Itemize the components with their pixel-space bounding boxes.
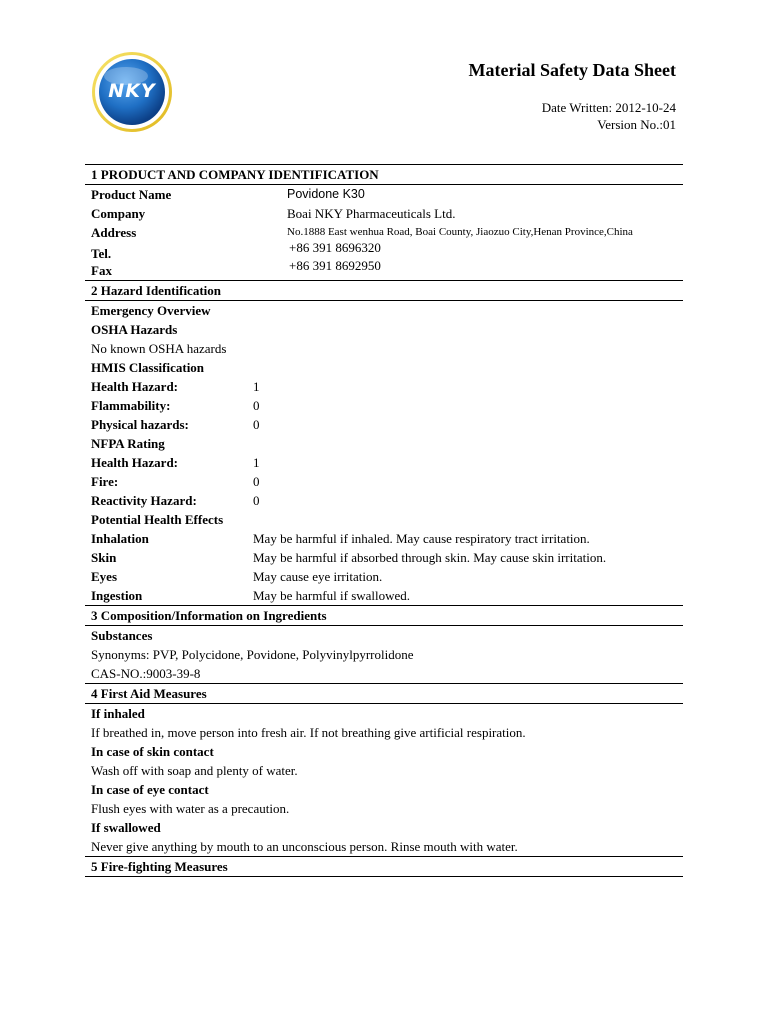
if-inhaled-text: If breathed in, move person into fresh air. If not breathing give artificial respiration. [91,725,526,740]
product-name-label: Product Name [91,187,172,202]
osha-hazards-text: No known OSHA hazards [91,341,227,356]
section-1-header: 1 PRODUCT AND COMPANY IDENTIFICATION [85,164,683,185]
section-5-header: 5 Fire-fighting Measures [85,856,683,877]
hmis-health-row [85,377,683,396]
eyes-row [85,567,683,586]
skin-contact-heading: In case of skin contact [91,744,214,759]
hmis-heading: HMIS Classification [91,360,205,375]
skin-row [85,548,683,567]
ingestion-label: Ingestion [91,588,143,603]
address-label: Address [91,225,137,240]
company-logo [88,50,176,134]
logo-text: NKY [108,80,156,102]
inhalation-label: Inhalation [91,531,149,546]
skin-value: May be harmful if absorbed through skin. May cause skin irritation. [253,550,607,565]
osha-hazards-heading: OSHA Hazards [91,322,178,337]
nfpa-fire-label: Fire: [91,474,119,489]
version-number: Version No.:01 [597,117,676,132]
fax-value: +86 391 8692950 [289,258,381,273]
eyes-value: May cause eye irritation. [253,569,383,584]
nfpa-health-value: 1 [253,455,260,470]
msds-sheet [85,164,683,877]
ingestion-row [85,586,683,605]
nfpa-reactivity-row [85,491,683,510]
eyes-label: Eyes [91,569,117,584]
substances-heading: Substances [91,628,153,643]
section-4-header: 4 First Aid Measures [85,683,683,704]
fax-label: Fax [91,263,112,278]
nfpa-health-row [85,453,683,472]
tel-row [85,242,683,261]
product-name-value: Povidone K30 [287,187,365,201]
address-value: No.1888 East wenhua Road, Boai County, Jiaozuo City,Henan Province,China [287,226,633,238]
hmis-physical-row [85,415,683,434]
potential-effects-heading: Potential Health Effects [91,512,224,527]
eye-contact-text: Flush eyes with water as a precaution. [91,801,290,816]
product-name-row [85,185,683,204]
skin-contact-text: Wash off with soap and plenty of water. [91,763,298,778]
if-inhaled-heading: If inhaled [91,706,145,721]
fax-row [85,258,683,280]
tel-label: Tel. [91,246,112,261]
date-written: Date Written: 2012-10-24 [541,100,676,115]
ingestion-value: May be harmful if swallowed. [253,588,411,603]
cas-number: CAS-NO.:9003-39-8 [91,666,201,681]
nfpa-reactivity-value: 0 [253,493,260,508]
nfpa-fire-row [85,472,683,491]
company-value: Boai NKY Pharmaceuticals Ltd. [287,206,456,221]
nfpa-fire-value: 0 [253,474,260,489]
section-2-header: 2 Hazard Identification [85,280,683,301]
nfpa-reactivity-label: Reactivity Hazard: [91,493,197,508]
hmis-health-value: 1 [253,379,260,394]
inhalation-row [85,529,683,548]
hmis-health-label: Health Hazard: [91,379,179,394]
emergency-overview-heading: Emergency Overview [91,303,211,318]
inhalation-value: May be harmful if inhaled. May cause respiratory tract irritation. [253,531,590,546]
document-title: Material Safety Data Sheet [468,60,676,80]
synonyms-text: Synonyms: PVP, Polycidone, Povidone, Polyvinylpyrrolidone [91,647,414,662]
hmis-physical-label: Physical hazards: [91,417,189,432]
hmis-flammability-value: 0 [253,398,260,413]
eye-contact-heading: In case of eye contact [91,782,209,797]
hmis-flammability-label: Flammability: [91,398,171,413]
skin-label: Skin [91,550,117,565]
company-row [85,204,683,223]
address-row [85,223,683,242]
section-3-header: 3 Composition/Information on Ingredients [85,605,683,626]
nfpa-health-label: Health Hazard: [91,455,179,470]
hmis-flammability-row [85,396,683,415]
nfpa-heading: NFPA Rating [91,436,165,451]
hmis-physical-value: 0 [253,417,260,432]
if-swallowed-text: Never give anything by mouth to an unconscious person. Rinse mouth with water. [91,839,518,854]
company-label: Company [91,206,146,221]
if-swallowed-heading: If swallowed [91,820,161,835]
tel-value: +86 391 8696320 [289,240,381,255]
